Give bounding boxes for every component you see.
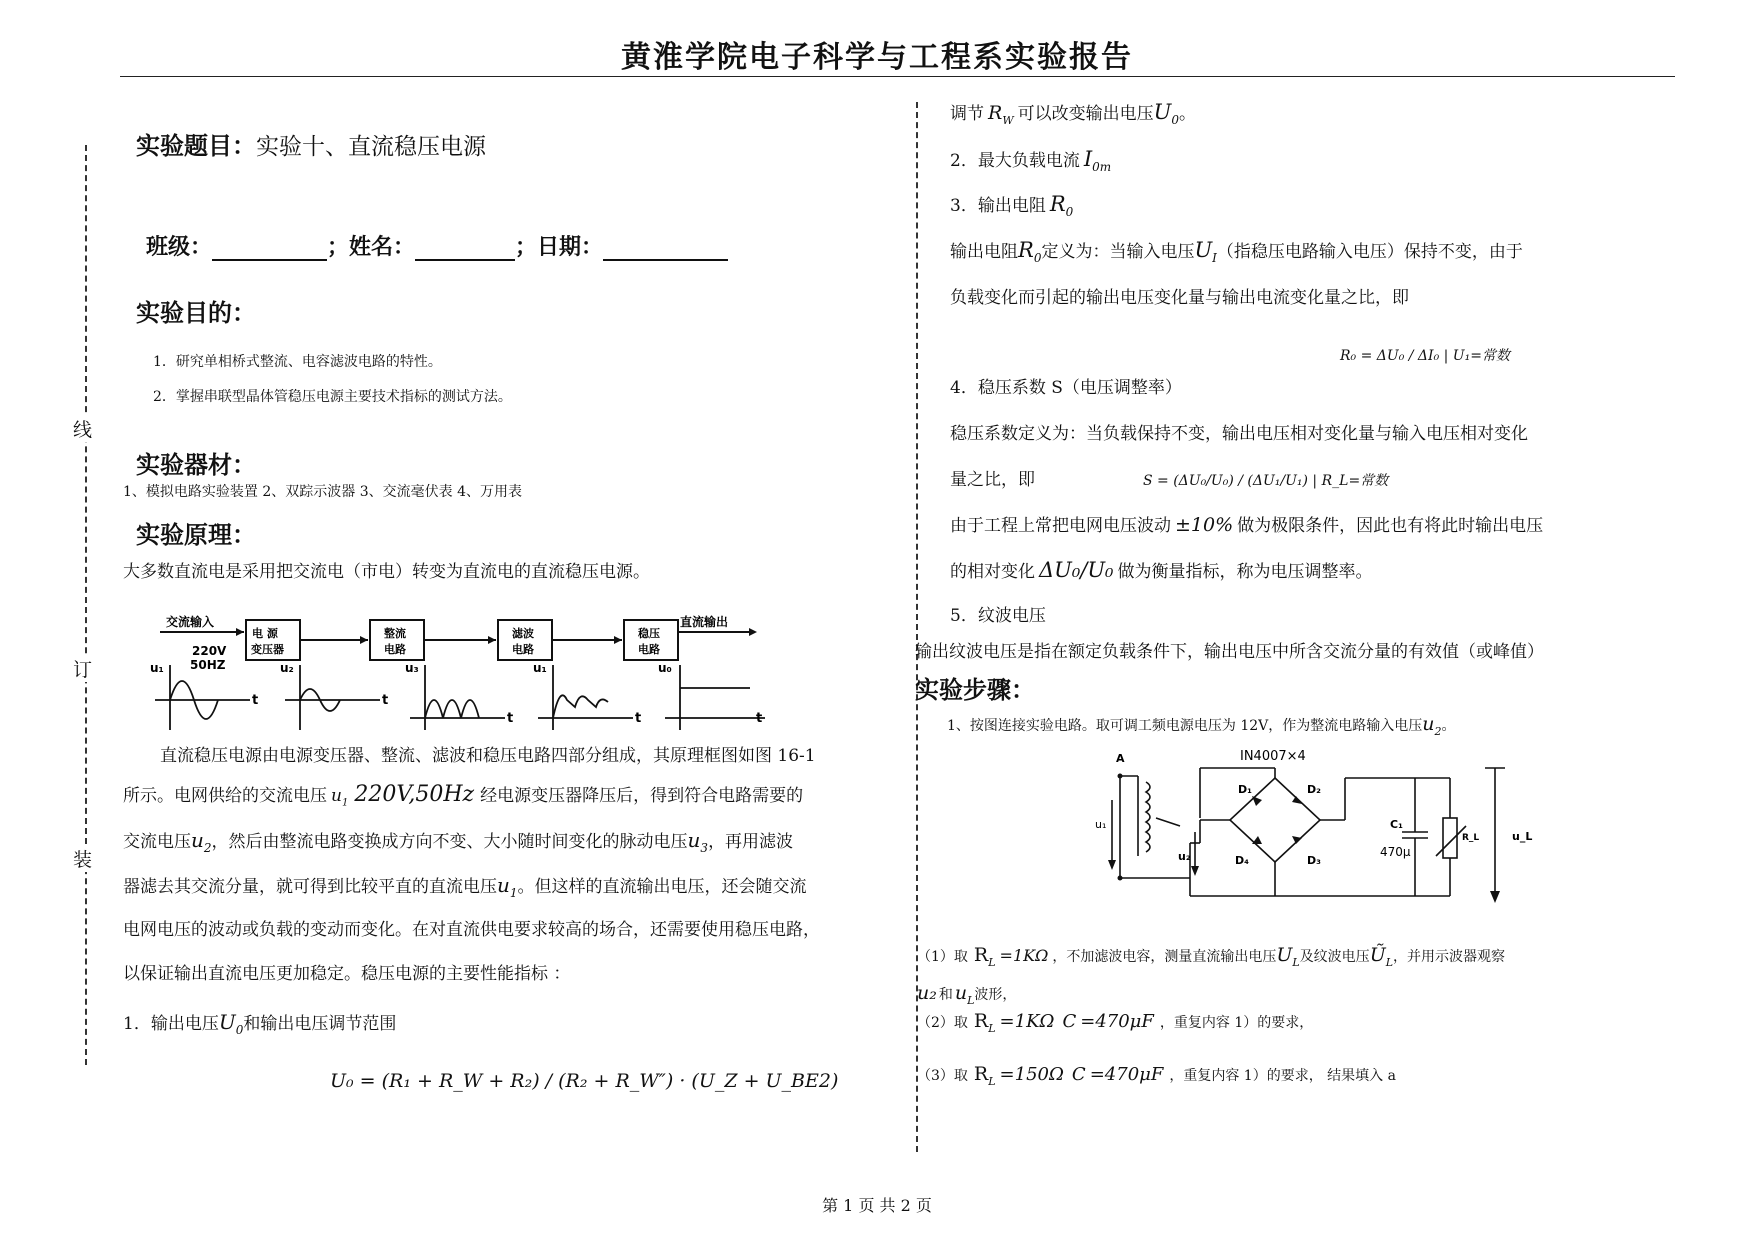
info-line [146,230,728,261]
purpose-heading: 实验目的： [136,298,256,327]
circuit-d2: D₂ [1307,783,1321,796]
circuit-u2: u₂ [1178,850,1191,863]
purpose-item-2: 2．掌握串联型晶体管稳压电源主要技术指标的测试方法。 [153,389,512,405]
s-definition-2: 量之比，即 [950,470,1035,490]
wave-t-4: t [635,711,642,726]
wave-label-3: u₃ [405,661,419,675]
principle-para-3: 交流电压$u_2$，然后由整流电路变换成方向不变、大小随时间变化的脉动电压$u_3$，再用滤波 [123,828,794,855]
bd-voltage-label: 220V [192,644,227,658]
bd-block3-l1: 滤波 [512,627,534,640]
bd-input-label: 交流输入 [166,615,215,629]
equipment-list: 1、模拟电路实验装置 2、双踪示波器 3、交流毫伏表 4、万用表 [123,484,522,500]
bd-block3-l2: 电路 [512,643,534,656]
wave-t-1: t [252,693,259,708]
wave-label-1: u₁ [150,661,164,675]
wave-t-2: t [382,693,389,708]
bd-block4-l1: 稳压 [638,627,660,640]
wave-t-5: t [756,711,763,726]
class-field[interactable] [212,239,327,261]
principle-para-1: 直流稳压电源由电源变压器、整流、滤波和稳压电路四部分组成，其原理框图如图 16-1 [160,746,816,766]
circuit-c1-value: 470μ [1380,845,1411,859]
r0-definition-2: 负载变化而引起的输出电压变化量与输出电流变化量之比，即 [950,288,1409,308]
bd-output-label: 直流输出 [680,615,729,629]
substep-1-cont: u₂ 和 $u_L$波形， [917,982,1017,1007]
wave-label-5: u₀ [658,661,672,675]
circuit-d4: D₄ [1235,854,1249,867]
bd-freq-label: 50HZ [190,658,226,672]
subject-label: 实验题目： [136,131,256,160]
ripple-definition: 输出纹波电压是指在额定负载条件下，输出电压中所含交流分量的有效值（或峰值） [915,642,1544,662]
bd-block1-l2: 变压器 [251,643,284,656]
grid-fluctuation-1: 由于工程上常把电网电压波动 ±10% 做为极限条件，因此也有将此时输出电压 [950,514,1544,536]
rw-line: 调节 $R_W$ 可以改变输出电压$U_0$。 [950,100,1196,128]
metric-2: 2．最大负载电流 $I_{0m}$ [950,147,1112,175]
mains-value: 220V,50Hz [354,782,475,807]
formula-u0: U₀ = (R₁ + R_W + R₂) / (R₂ + R_W″) · (U_Z + U_BE2) [330,1070,839,1092]
circuit-node-a: A [1116,752,1125,765]
equipment-heading: 实验器材： [136,450,256,479]
waveform-strip [150,660,770,735]
name-field[interactable] [415,239,515,261]
bd-block2-l2: 电路 [384,643,406,656]
subject-value: 实验十、直流稳压电源 [256,134,486,160]
substep-1: （1）取 $R_L =1K\Omega$ ，不加滤波电容，测量直流输出电压$U_L$及纹波电压$Ũ_L$，并用示波器观察 [917,944,1506,969]
principle-para-6: 以保证输出直流电压更加稳定。稳压电源的主要性能指标 ： [123,964,571,984]
principle-para-4: 器滤去其交流分量，就可得到比较平直的直流电压$u_1$。但这样的直流输出电压，还会随交流 [123,873,807,900]
circuit-d1: D₁ [1238,783,1252,796]
wave-label-4: u₁ [533,661,547,675]
bd-block1-l1: 电 源 [252,627,278,640]
circuit-u1: u₁ [1095,818,1107,831]
formula-r0: R₀ = ΔU₀ / ΔI₀ | U₁=常数 [1340,348,1510,364]
page-footer: 第 1 页 共 2 页 [822,1196,932,1215]
date-label: ；日期： [515,234,604,260]
grid-fluctuation-2: 的相对变化 ΔU₀/U₀ 做为衡量指标，称为电压调整率。 [950,558,1373,582]
name-label: ；姓名： [327,234,416,260]
circuit-bridge-label: IN4007×4 [1240,749,1306,764]
substep-3: （3）取 $R_L =150\Omega$ C =470μF ，重复内容 1）的要求， 结果填入 a [917,1063,1396,1088]
binding-label-zhuang: 装 [73,845,92,872]
circuit-c1: C₁ [1390,818,1403,831]
principle-para-5: 电网电压的波动或负载的变动而变化。在对直流供电要求较高的场合，还需要使用稳压电路， [123,920,820,940]
metric-1: 1．输出电压$U_0$和输出电压调节范围 [123,1010,397,1037]
metric-5: 5．纹波电压 [950,606,1046,626]
substep-2: （2）取 $R_L =1K\Omega$ C =470μF ，重复内容 1）的要求， [917,1010,1314,1035]
circuit-diagram [1080,748,1540,908]
purpose-item-1: 1．研究单相桥式整流、电容滤波电路的特性。 [153,354,442,370]
circuit-d3: D₃ [1307,854,1321,867]
principle-heading: 实验原理： [136,520,256,549]
steps-heading: 实验步骤： [915,675,1035,704]
principle-intro: 大多数直流电是采用把交流电（市电）转变为直流电的直流稳压电源。 [123,562,650,582]
step-1: 1、按图连接实验电路。取可调工频电源电压为 12V，作为整流电路输入电压$u_2$。 [947,713,1456,738]
bd-block4-l2: 电路 [638,643,660,656]
r0-definition-1: 输出电阻$R_0$定义为：当输入电压$U_I$（指稳压电路输入电压）保持不变，由于 [950,238,1523,266]
formula-s: S = (ΔU₀/U₀) / (ΔU₁/U₁) | R_L=常数 [1143,473,1389,489]
binding-label-ding: 订 [73,655,92,682]
wave-label-2: u₂ [280,661,294,675]
class-label: 班级： [146,234,213,260]
principle-para-2: 所示。电网供给的交流电压 $u_1$ 220V,50Hz 经电源变压器降压后，得到符合电路需要的 [123,782,804,809]
s-definition-1: 稳压系数定义为：当负载保持不变，输出电压相对变化量与输入电压相对变化 [950,424,1528,444]
wave-t-3: t [507,711,514,726]
subject-line [136,126,486,161]
metric-4: 4．稳压系数 S（电压调整率） [950,378,1182,398]
page-title: 黄淮学院电子科学与工程系实验报告 [621,40,1133,75]
binding-line [85,145,87,1065]
circuit-rl: R_L [1462,833,1480,843]
metric-3: 3．输出电阻 $R_0$ [950,192,1074,220]
bd-block2-l1: 整流 [384,627,406,640]
date-field[interactable] [603,239,728,261]
header-rule [120,76,1675,77]
binding-label-xian: 线 [73,415,92,442]
circuit-ul: u_L [1512,830,1533,843]
